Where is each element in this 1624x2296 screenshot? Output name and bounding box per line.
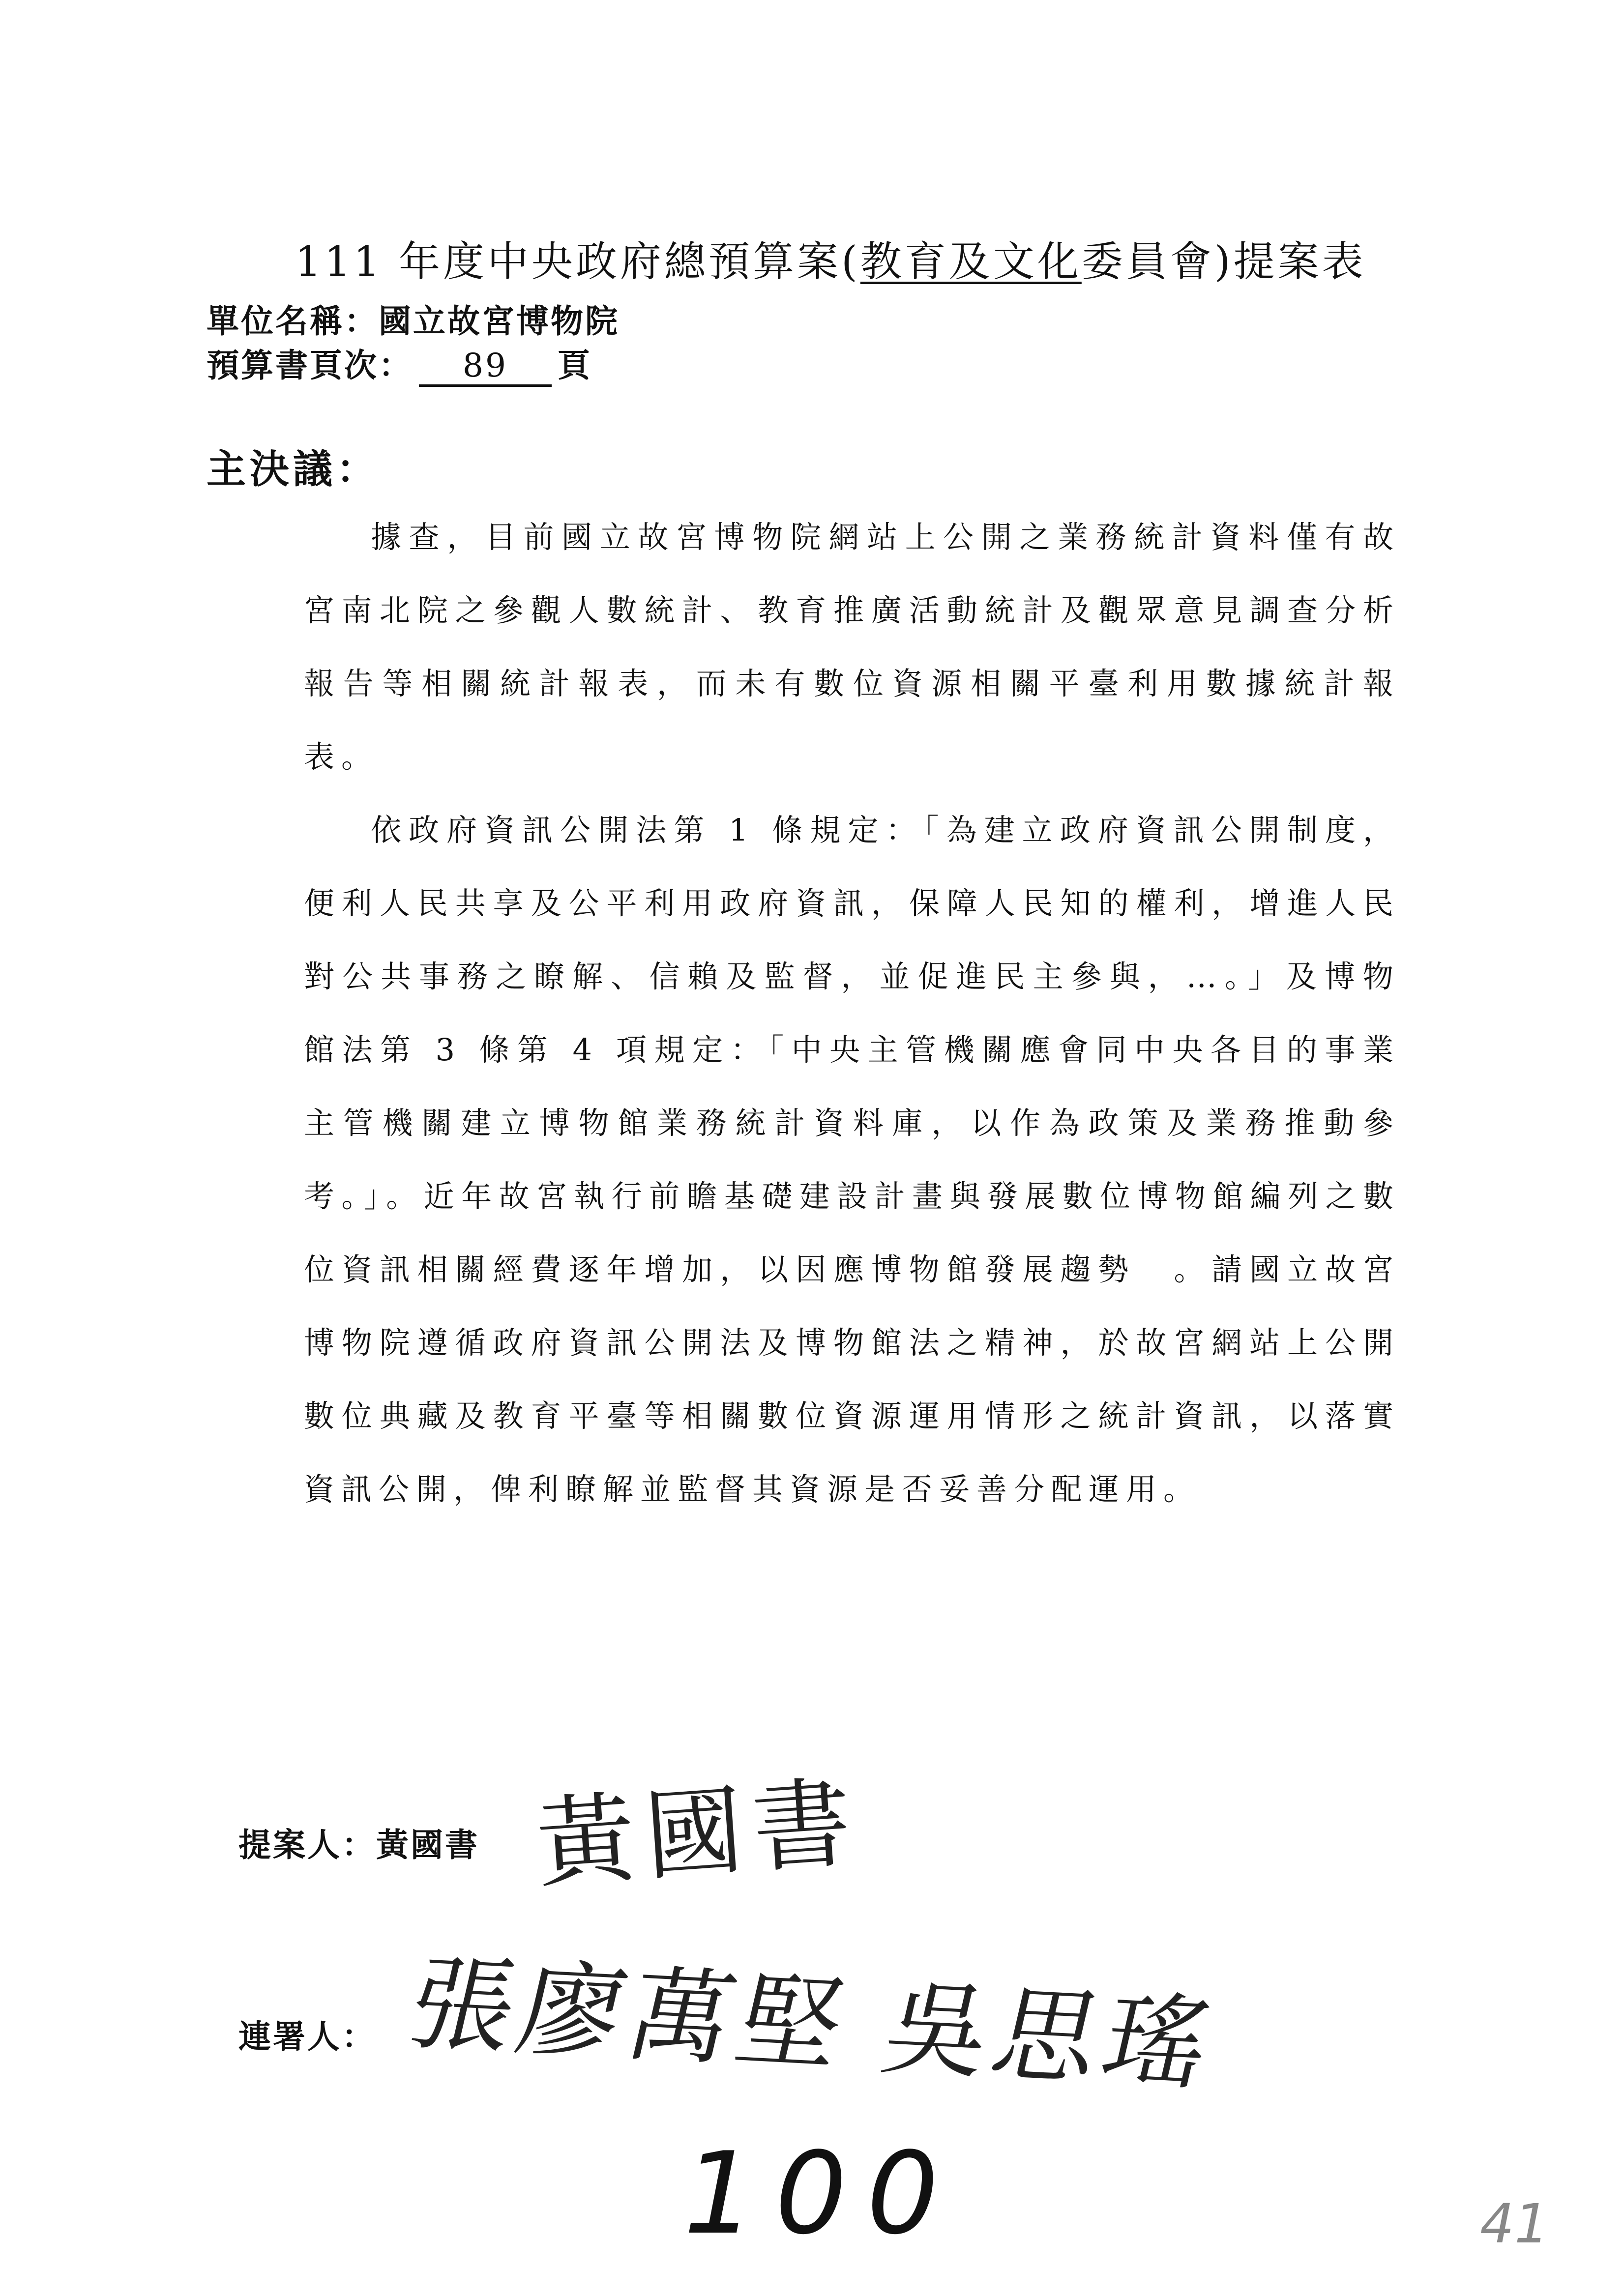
title-prefix: 111 年度中央政府總預算案( <box>295 237 860 286</box>
budget-page-suffix: 頁 <box>558 347 592 384</box>
proposer-name: 黃國書 <box>376 1826 479 1864</box>
handwritten-number: 100 <box>683 2128 958 2260</box>
resolution-paragraph: 據查，目前國立故宮博物院網站上公開之業務統計資料僅有故宮南北院之參觀人數統計、教育推廣活動統計及觀眾意見調查分析報告等相關統計報表，而未有數位資源相關平臺利用數據統計報表。 <box>304 519 1400 775</box>
proposer-label: 提案人： <box>238 1826 376 1864</box>
corner-page-number: 41 <box>1480 2192 1549 2255</box>
title-suffix: 委員會)提案表 <box>1081 237 1366 286</box>
cosigner-signatures: 張廖萬堅 吳思瑤 <box>398 1944 1227 2105</box>
resolution-paragraph: 依政府資訊公開法第 1 條規定：「為建立政府資訊公開制度，便利人民共享及公平利用政府資訊，保障人民知的權利，增進人民對公共事務之瞭解、信賴及監督，並促進民主參與，…。」及博物館法第 3 條第 4 項規定：「中央主管機關應會同中央各目的事業主管機關建立博物館業務統計資料庫，以作為政策及業務推動參考。」。近年故宮執行前瞻基礎建設計畫與發展數位博物館編列之數位資訊相關經費逐年增加，以因應博物館發展趨勢 。請國立故宮博物院遵循政府資訊公開法及博物館法之精神，於故宮網站上公開數位典藏及教育平臺等相關數位資源運用情形之統計資訊，以落實資訊公開，俾利瞭解並監督其資源是否妥善分配運用。 <box>304 812 1400 1507</box>
unit-name-label: 單位名稱： <box>207 302 379 340</box>
proposer-line <box>238 1819 479 1865</box>
main-resolution-heading: 主決議： <box>207 446 380 492</box>
budget-page-label: 預算書頁次： <box>207 347 413 384</box>
budget-page-line <box>207 339 592 387</box>
budget-page-number: 89 <box>419 347 552 387</box>
resolution-body <box>304 500 1400 1526</box>
proposer-signature: 黃國書 <box>532 1765 865 1902</box>
cosigner-label: 連署人： <box>238 2018 376 2056</box>
title-committee: 教育及文化 <box>860 237 1082 286</box>
page-title <box>295 229 1426 288</box>
unit-name-line <box>207 295 620 342</box>
unit-name-value: 國立故宮博物院 <box>379 302 620 340</box>
